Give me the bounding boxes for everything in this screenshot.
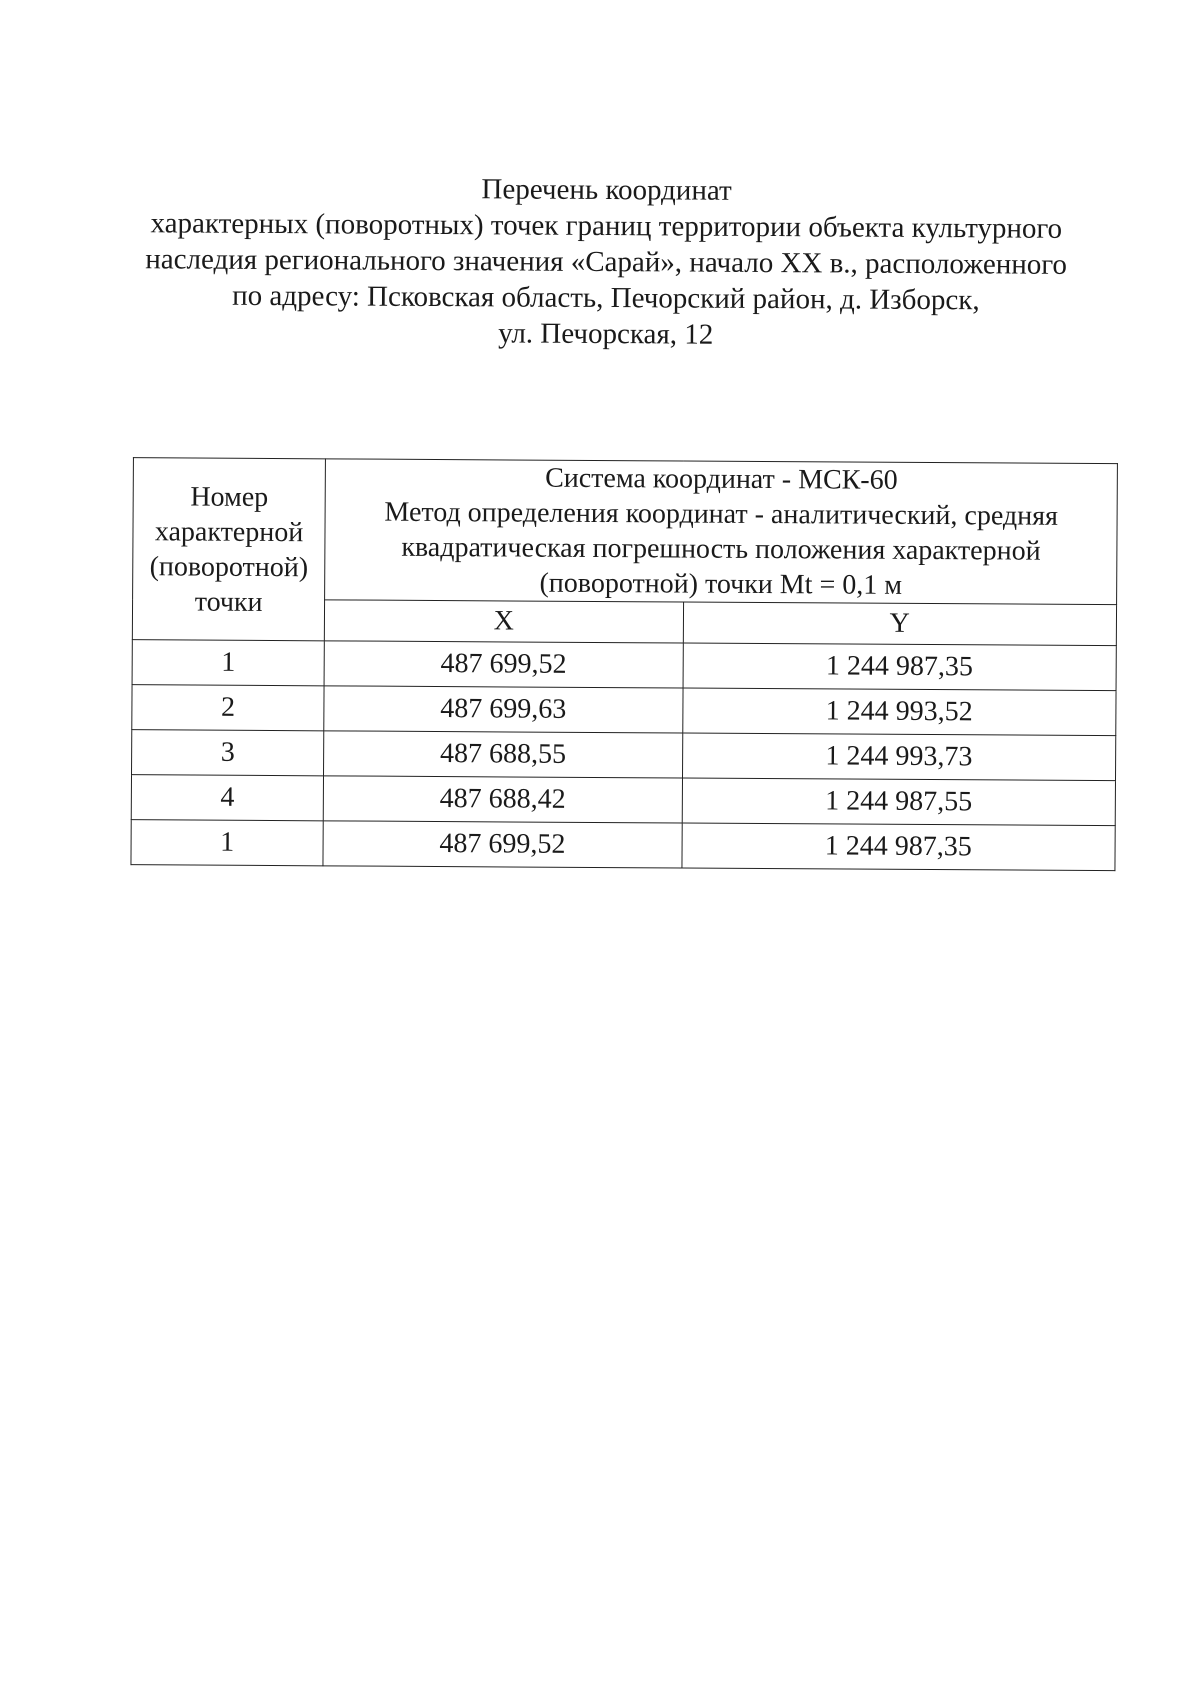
x-value-cell: 487 699,52 (324, 641, 683, 688)
x-value-cell: 487 688,42 (323, 776, 682, 823)
y-value-cell: 1 244 987,55 (682, 778, 1116, 826)
title-line: характерных (поворотных) точек границ территории объекта культурного (150, 207, 1063, 245)
header-system-line: квадратическая погрешность положения характерной (401, 531, 1041, 567)
table-row (132, 730, 1116, 781)
x-value-cell: 487 699,63 (324, 686, 683, 733)
table-row (131, 820, 1115, 871)
coordinates-table (130, 457, 1117, 871)
y-value-cell: 1 244 993,73 (682, 733, 1116, 781)
y-value-cell: 1 244 987,35 (681, 823, 1115, 871)
title-line: Перечень координат (481, 173, 732, 207)
table-row (131, 775, 1115, 826)
x-value-cell: 487 688,55 (324, 731, 683, 778)
table-header-row (133, 458, 1118, 605)
point-number-cell: 4 (131, 775, 323, 821)
header-y: Y (683, 602, 1117, 646)
header-number-line: Номер (190, 480, 269, 513)
table-row (132, 640, 1116, 691)
y-value-cell: 1 244 987,35 (683, 643, 1117, 691)
header-system-line: Метод определения координат - аналитический, средняя (384, 496, 1059, 532)
header-number-line: характерной (154, 515, 304, 548)
header-number-line: (поворотной) (149, 550, 309, 583)
point-number-cell: 1 (131, 820, 323, 866)
x-value-cell: 487 699,52 (323, 821, 682, 868)
header-system-line: (поворотной) точки Mt = 0,1 м (539, 567, 903, 601)
table-row (132, 685, 1116, 736)
header-coordinate-system (325, 459, 1118, 605)
header-point-number (132, 458, 325, 641)
y-value-cell: 1 244 993,52 (682, 688, 1116, 736)
title-line: ул. Печорская, 12 (498, 317, 714, 351)
point-number-cell: 3 (132, 730, 324, 776)
header-x: X (325, 600, 684, 643)
header-number-line: точки (194, 586, 263, 618)
point-number-cell: 2 (132, 685, 324, 731)
title-line: наследия регионального значения «Сарай», начало XX в., расположенного (145, 243, 1068, 281)
title-line: по адресу: Псковская область, Печорский район, д. Изборск, (232, 279, 980, 317)
header-system-line: Система координат - МСК-60 (545, 462, 898, 496)
document-title (131, 169, 1082, 355)
point-number-cell: 1 (132, 640, 324, 686)
